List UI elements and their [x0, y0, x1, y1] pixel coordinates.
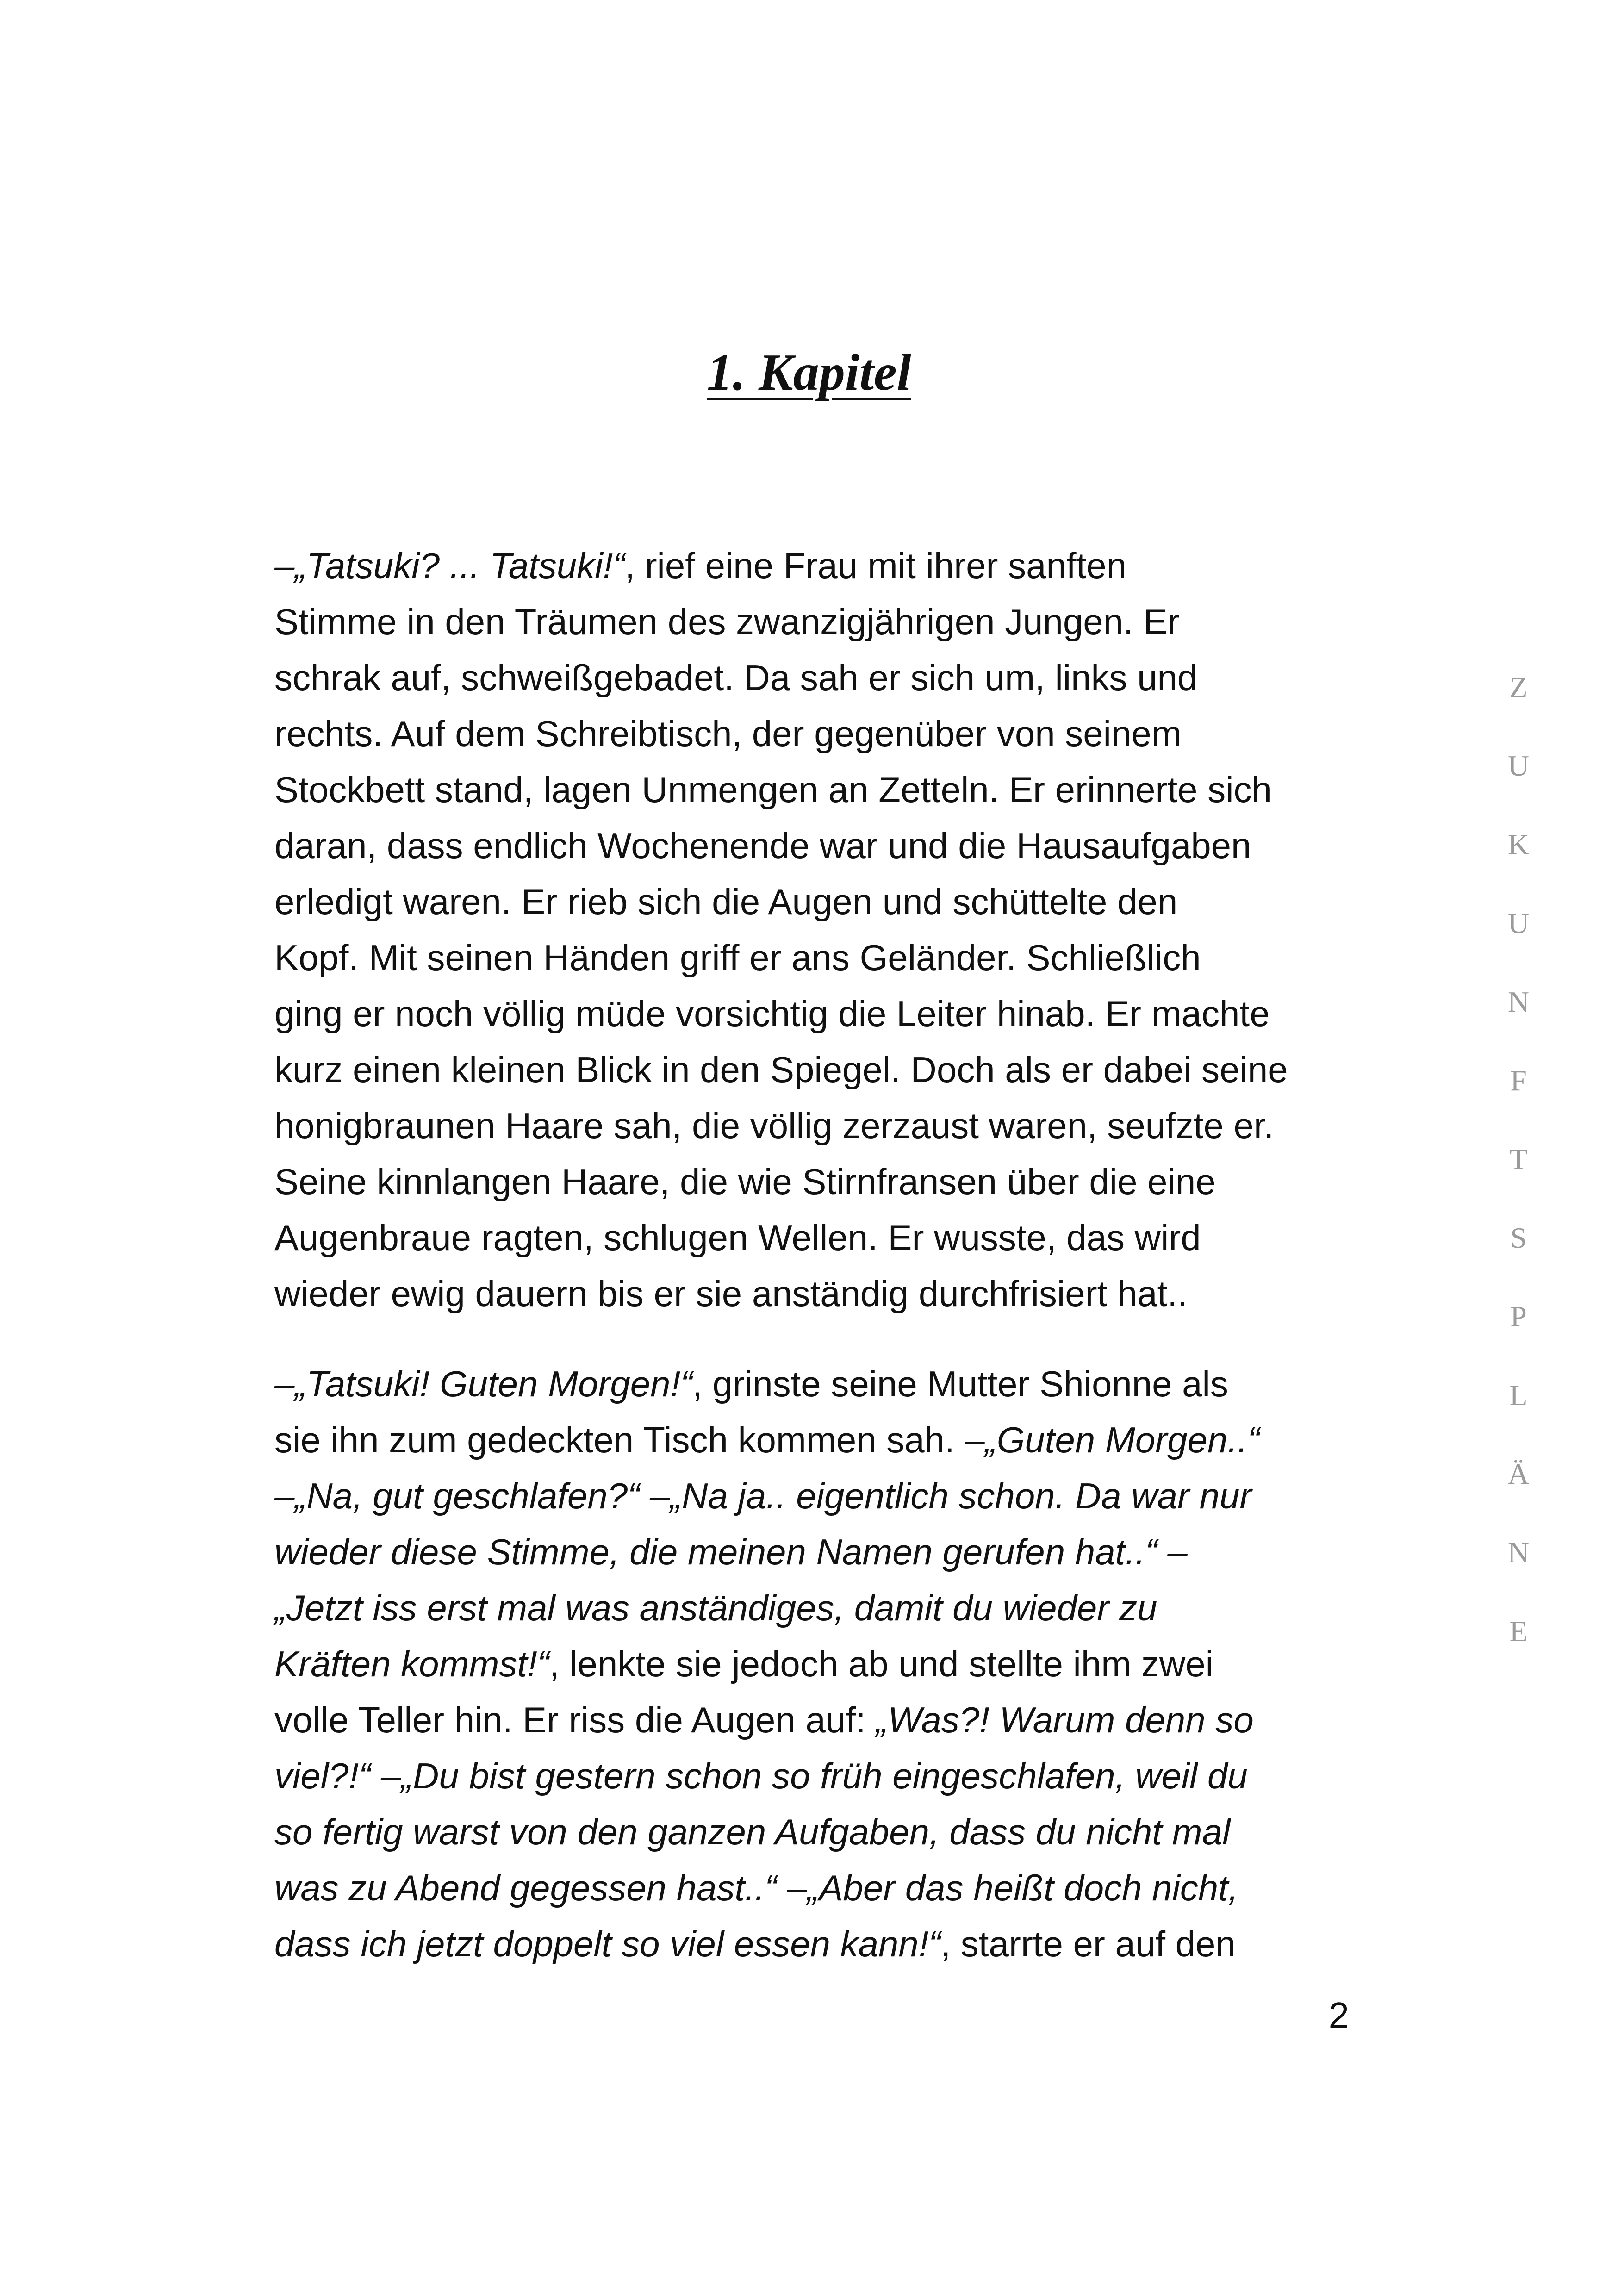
line-segment: volle Teller hin. Er riss die Augen auf:	[274, 1699, 876, 1740]
line-segment: , starrte er auf den	[940, 1923, 1236, 1964]
line-segment: wieder ewig dauern bis er sie anständig durchfrisiert hat..	[274, 1273, 1188, 1314]
side-letter: N	[1507, 985, 1530, 1018]
text-line	[274, 1524, 1348, 1580]
text-line	[274, 650, 1348, 706]
line-segment: schrak auf, schweißgebadet. Da sah er sich um, links und	[274, 657, 1198, 698]
line-segment: –„Tatsuki! Guten Morgen!“	[274, 1363, 693, 1404]
line-segment: „Guten Morgen..“	[984, 1419, 1260, 1460]
side-letter: P	[1510, 1300, 1527, 1333]
line-segment: dass ich jetzt doppelt so viel essen kann!“	[274, 1923, 941, 1964]
line-segment: viel?!“ –„Du bist gestern schon so früh eingeschlafen, weil du	[274, 1755, 1248, 1796]
line-segment: Augenbraue ragten, schlugen Wellen. Er wusste, das wird	[274, 1217, 1201, 1258]
text-line	[274, 1154, 1348, 1210]
text-line	[274, 1098, 1348, 1154]
line-segment: was zu Abend gegessen hast..“ –„Aber das heißt doch nicht,	[274, 1867, 1238, 1908]
side-letter: T	[1509, 1143, 1528, 1176]
side-letter: S	[1510, 1221, 1527, 1254]
paragraph-2	[274, 1356, 1348, 1972]
page-number: 2	[1328, 1995, 1349, 2036]
text-line	[274, 1210, 1348, 1266]
side-letter: F	[1510, 1064, 1527, 1097]
line-segment: Stimme in den Träumen des zwanzigjährigen Jungen. Er	[274, 601, 1180, 642]
text-line	[274, 1860, 1348, 1916]
line-segment: erledigt waren. Er rieb sich die Augen und schüttelte den	[274, 881, 1178, 922]
side-letter: U	[1507, 749, 1530, 782]
line-segment: Seine kinnlangen Haare, die wie Stirnfransen über die eine	[274, 1161, 1216, 1202]
line-segment: Stockbett stand, lagen Unmengen an Zetteln. Er erinnerte sich	[274, 769, 1272, 810]
text-line	[274, 1412, 1348, 1468]
side-letter: Ä	[1507, 1457, 1530, 1490]
text-line	[274, 1692, 1348, 1748]
text-line	[274, 594, 1348, 650]
text-line	[274, 818, 1348, 874]
line-segment: ging er noch völlig müde vorsichtig die Leiter hinab. Er machte	[274, 993, 1270, 1034]
vertical-side-title	[1493, 648, 1544, 1671]
text-line	[274, 538, 1348, 594]
side-letter: L	[1509, 1379, 1528, 1412]
line-segment: rechts. Auf dem Schreibtisch, der gegenüber von seinem	[274, 713, 1182, 754]
line-segment: honigbraunen Haare sah, die völlig zerzaust waren, seufzte er.	[274, 1105, 1274, 1146]
text-line	[274, 1468, 1348, 1524]
side-letter: U	[1507, 907, 1530, 940]
text-line	[274, 1804, 1348, 1860]
line-segment: „Jetzt iss erst mal was anständiges, damit du wieder zu	[274, 1587, 1157, 1628]
text-line	[274, 1266, 1348, 1322]
chapter-heading	[0, 340, 1618, 405]
line-segment: Kräften kommst!“	[274, 1643, 549, 1684]
text-line	[274, 1636, 1348, 1692]
side-letter: N	[1507, 1536, 1530, 1569]
text-line	[274, 1042, 1348, 1098]
line-segment: –„Na, gut geschlafen?“ –„Na ja.. eigentlich schon. Da war nur	[274, 1475, 1252, 1516]
side-letter: Z	[1509, 671, 1528, 703]
line-segment: so fertig warst von den ganzen Aufgaben, dass du nicht mal	[274, 1811, 1231, 1852]
text-line	[274, 930, 1348, 986]
text-line	[274, 874, 1348, 930]
paragraph-1	[274, 538, 1348, 1322]
text-line	[274, 1580, 1348, 1636]
line-segment: sie ihn zum gedeckten Tisch kommen sah. –	[274, 1419, 985, 1460]
line-segment: , lenkte sie jedoch ab und stellte ihm zwei	[549, 1643, 1214, 1684]
side-letter: E	[1509, 1615, 1528, 1648]
line-segment: –„Tatsuki? ... Tatsuki!“	[274, 545, 625, 586]
line-segment: kurz einen kleinen Blick in den Spiegel. Doch als er dabei seine	[274, 1049, 1288, 1090]
text-line	[274, 986, 1348, 1042]
line-segment: , grinste seine Mutter Shionne als	[692, 1363, 1228, 1404]
text-line	[274, 1356, 1348, 1412]
text-line	[274, 1748, 1348, 1804]
text-line	[274, 1916, 1348, 1972]
line-segment: wieder diese Stimme, die meinen Namen gerufen hat..“ –	[274, 1531, 1188, 1572]
text-line	[274, 706, 1348, 762]
line-segment: „Was?! Warum denn so	[876, 1699, 1254, 1740]
line-segment: , rief eine Frau mit ihrer sanften	[625, 545, 1127, 586]
chapter-title: 1. Kapitel	[707, 344, 911, 401]
side-letter: K	[1507, 828, 1530, 861]
line-segment: daran, dass endlich Wochenende war und die Hausaufgaben	[274, 825, 1251, 866]
line-segment: Kopf. Mit seinen Händen griff er ans Geländer. Schließlich	[274, 937, 1201, 978]
text-line	[274, 762, 1348, 818]
